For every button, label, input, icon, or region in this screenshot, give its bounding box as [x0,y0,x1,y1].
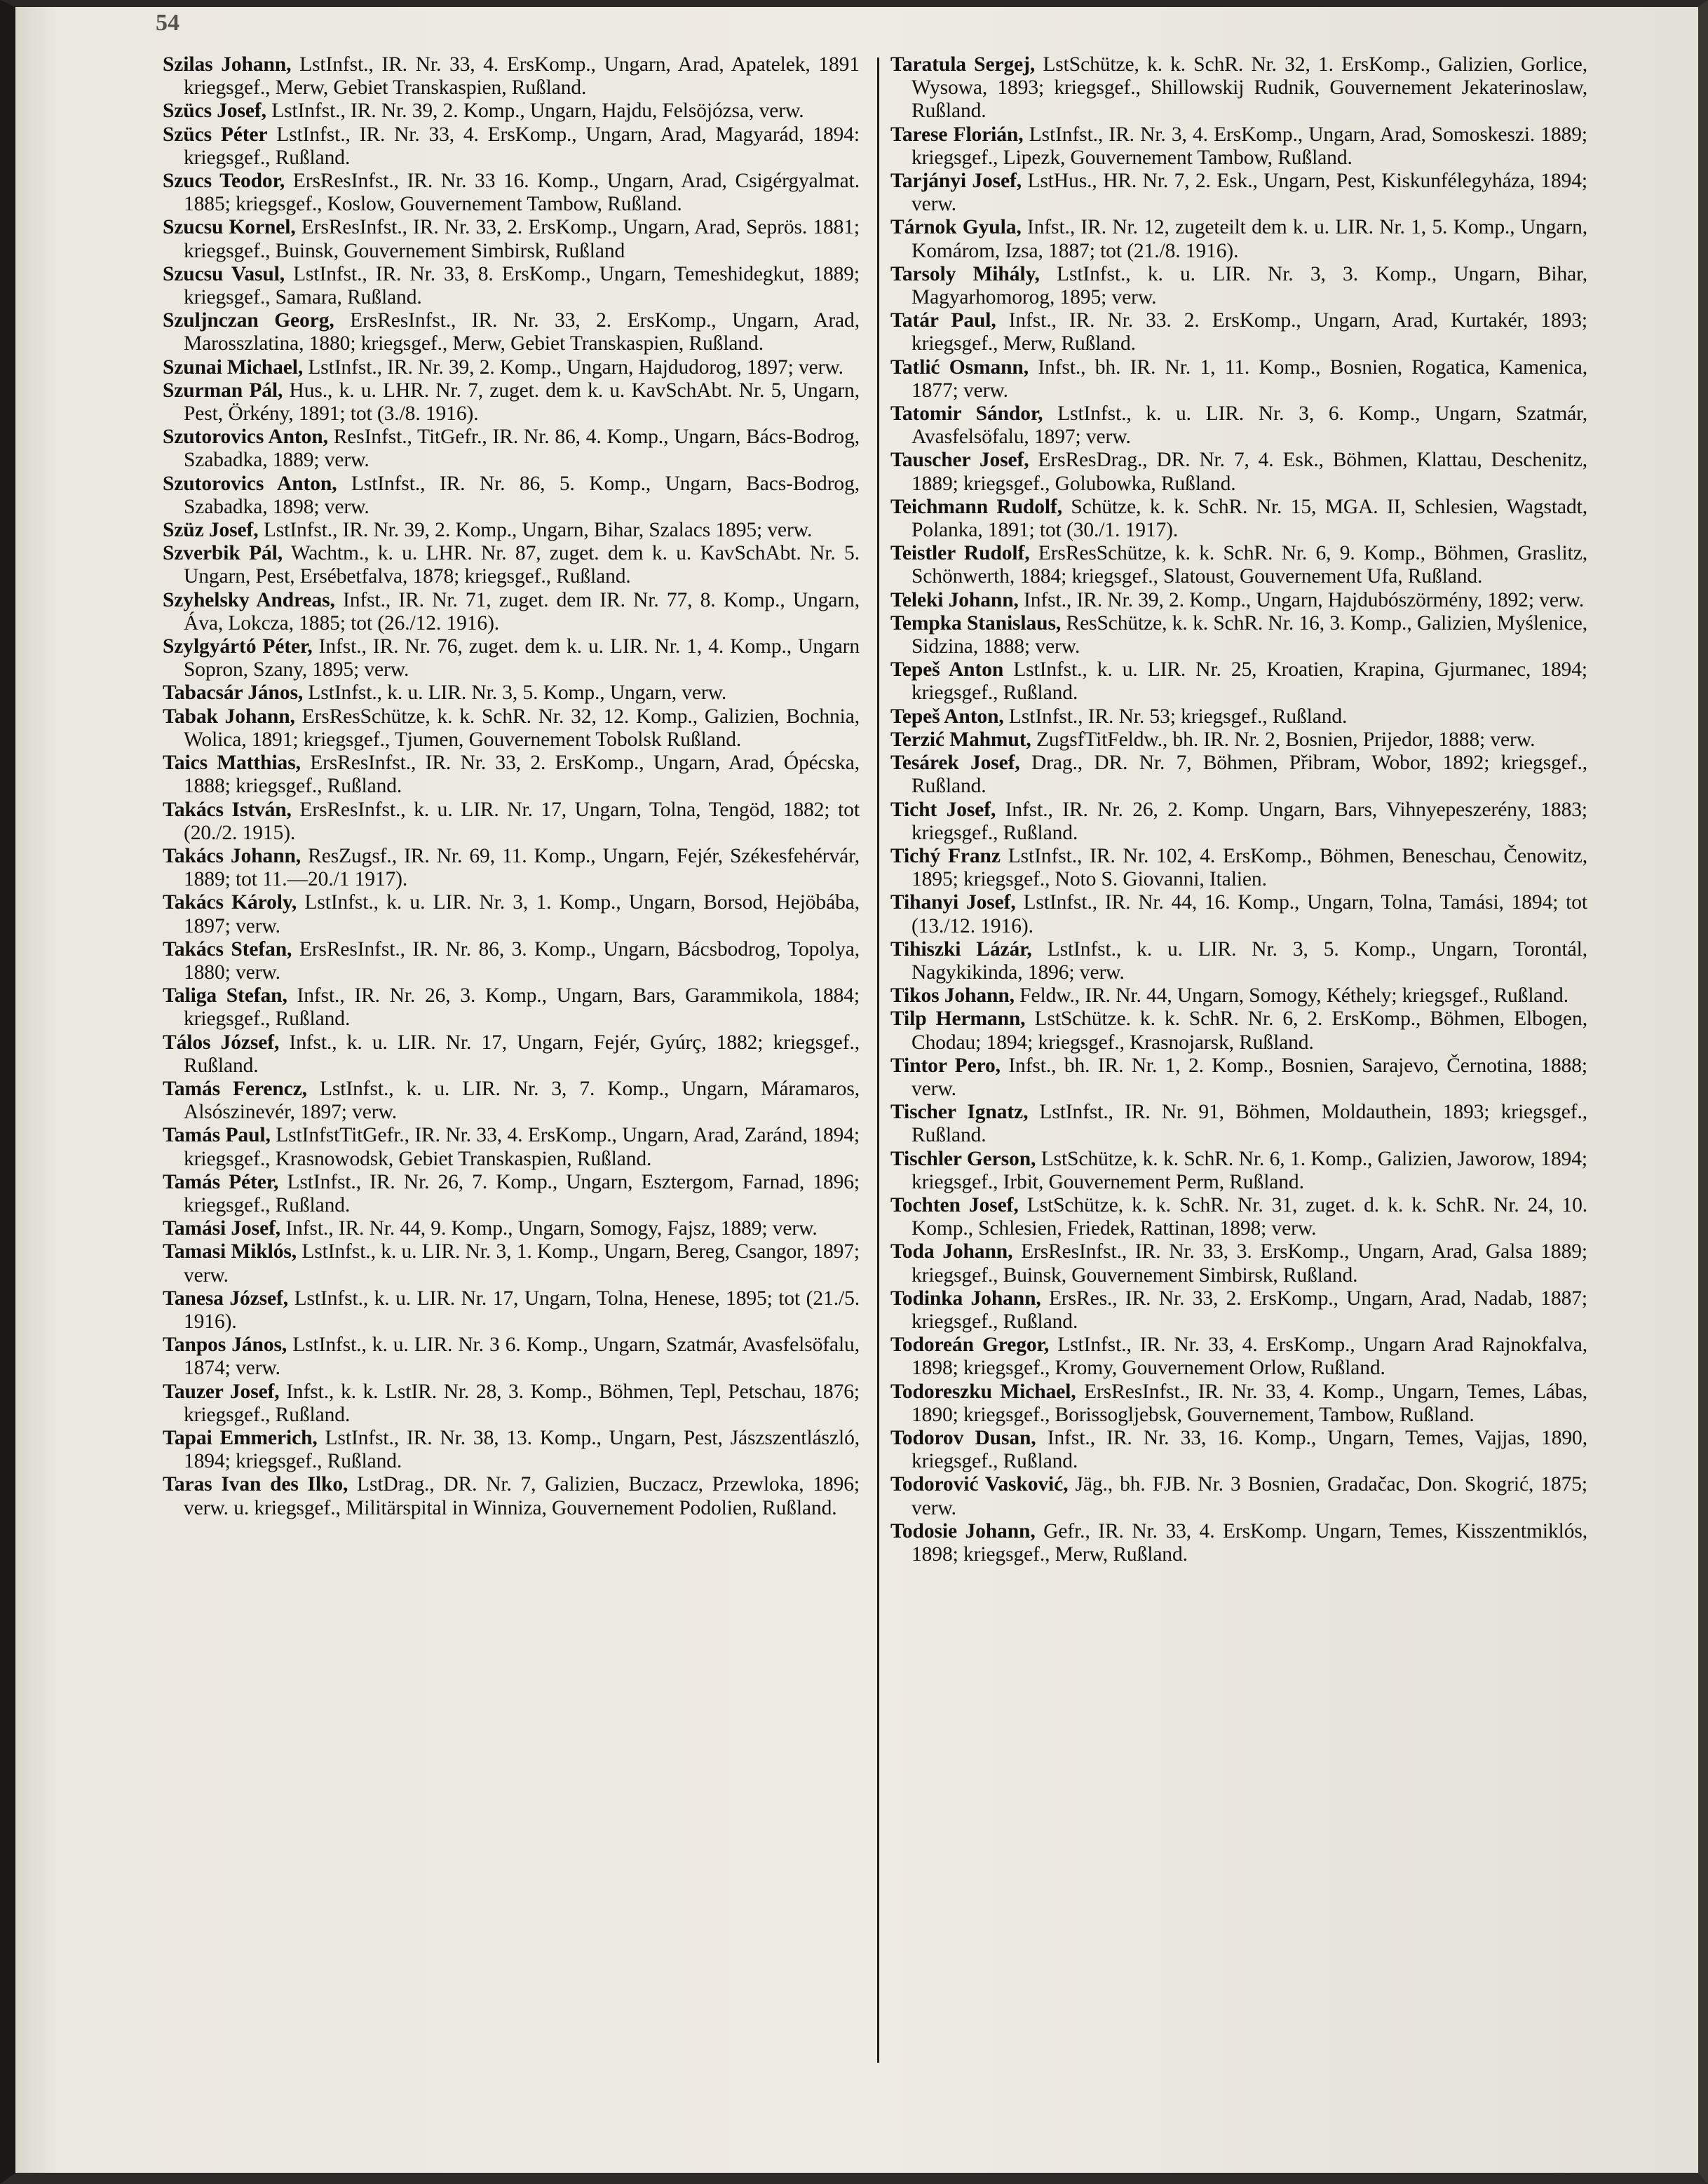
casualty-entry [890,449,1587,495]
casualty-entry [163,589,860,635]
casualty-entry [163,799,860,845]
entry-name: Taics Matthias, [163,752,301,775]
entry-name: Takács Károly, [163,891,297,914]
casualty-entry [890,1427,1587,1473]
casualty-entry [163,891,860,937]
right-column [890,53,1587,2073]
entry-details: LstInfst., IR. Nr. 33, 4. ErsKomp., Ungarn, Arad, Apatelek, 1891 kriegsgef., Merw, Gebiet Transkaspien, Rußland. [184,53,860,100]
entry-name: Tesárek Josef, [890,752,1020,775]
entry-name: Szücs Josef, [163,100,266,123]
entry-name: Tilp Hermann, [890,1008,1026,1031]
entry-details: ErsResInfst., IR. Nr. 33 16. Komp., Ungarn, Arad, Csigérgyalmat. 1885; kriegsgef., Koslow, Gouvernement Tambow, Rußland. [184,170,860,216]
entry-name: Tauscher Josef, [890,449,1029,472]
casualty-entry [890,1240,1587,1287]
entry-name: Tanpos János, [163,1334,287,1357]
casualty-entry [163,216,860,262]
entry-details: Feldw., IR. Nr. 44, Ungarn, Somogy, Kéthely; kriegsgef., Rußland. [1014,984,1568,1008]
entry-details: Drag., DR. Nr. 7, Böhmen, Přibram, Wobor, 1892; kriegsgef., Rußland. [911,752,1587,798]
entry-details: LstHus., HR. Nr. 7, 2. Esk., Ungarn, Pest, Kiskunfélegyháza, 1894; verw. [911,170,1587,216]
casualty-entry [890,53,1587,123]
entry-details: Infst., IR. Nr. 44, 9. Komp., Ungarn, Somogy, Fajsz, 1889; verw. [280,1217,818,1240]
entry-name: Tatár Paul, [890,309,996,332]
casualty-entry [890,1148,1587,1194]
entry-details: ErsResInfst., IR. Nr. 33, 3. ErsKomp., Ungarn, Arad, Galsa 1889; kriegsgef., Buinsk, Gouvernement Simbirsk, Rußland. [911,1240,1587,1287]
casualty-entry [890,496,1587,542]
casualty-entry [890,938,1587,984]
entry-name: Szunai Michael, [163,355,304,379]
entry-name: Tamás Ferencz, [163,1077,307,1100]
entry-details: LstInfst., IR. Nr. 86, 5. Komp., Ungarn, Bacs-Bodrog, Szabadka, 1898; verw. [184,472,860,518]
casualty-entry [890,752,1587,798]
casualty-entry [163,1240,860,1287]
casualty-entry [163,1031,860,1078]
entry-name: Tarjányi Josef, [890,170,1022,193]
casualty-entry [890,123,1587,170]
column-divider [877,57,879,2063]
entry-details: Infst., IR. Nr. 39, 2. Komp., Ungarn, Hajdubószörmény, 1892; verw. [1018,588,1585,611]
entry-details: LstInfst., k. u. LIR. Nr. 3, 7. Komp., Ungarn, Máramaros, Alsószinevér, 1897; verw. [184,1077,860,1124]
casualty-entry [163,1473,860,1519]
entry-details: ErsResSchütze, k. k. SchR. Nr. 6, 9. Komp., Böhmen, Graslitz, Schönwerth, 1884; kriegsgef., Slatoust, Gouvernement Ufa, Rußland. [911,542,1587,588]
casualty-entry [163,53,860,100]
casualty-entry [163,1217,860,1240]
entry-name: Tapai Emmerich, [163,1426,318,1449]
casualty-entry [890,1194,1587,1240]
casualty-entry [163,356,860,379]
casualty-entry [163,1427,860,1473]
entry-details: LstInfst., k. u. LIR. Nr. 17, Ungarn, Tolna, Henese, 1895; tot (21./5. 1916). [184,1287,860,1333]
entry-name: Todoreán Gregor, [890,1334,1050,1357]
casualty-entry [890,589,1587,612]
entry-name: Tamás Paul, [163,1124,271,1147]
casualty-entry [890,1473,1587,1519]
entry-name: Szücs Péter [163,123,268,146]
entry-name: Tárnok Gyula, [890,216,1022,239]
entry-details: ErsResInfst., IR. Nr. 33, 2. ErsKomp., Ungarn, Arad, Seprös. 1881; kriegsgef., Buinsk, Gouvernement Simbirsk, Rußland [184,216,860,262]
entry-name: Szverbik Pál, [163,542,283,565]
left-column [163,53,860,2073]
entry-name: Tischler Gerson, [890,1147,1036,1170]
entry-name: Szuljnczan Georg, [163,309,334,332]
entry-details: Jäg., bh. FJB. Nr. 3 Bosnien, Gradačac, Don. Skogrić, 1875; verw. [911,1473,1587,1519]
entry-name: Szyhelsky Andreas, [163,588,335,611]
entry-details: LstInfst., IR. Nr. 91, Böhmen, Moldauthein, 1893; kriegsgef., Rußland. [911,1101,1587,1147]
entry-name: Takács Johann, [163,844,301,867]
entry-name: Tamás Péter, [163,1170,279,1193]
casualty-entry [890,799,1587,845]
entry-details: LstInfst., IR. Nr. 33, 8. ErsKomp., Ungarn, Temeshidegkut, 1889; kriegsgef., Samara, Rußland. [184,262,860,309]
entry-details: LstInfstTitGefr., IR. Nr. 33, 4. ErsKomp., Ungarn, Arad, Zaránd, 1894; kriegsgef., Krasnowodsk, Gebiet Transkaspien, Rußland. [184,1124,860,1170]
entry-name: Ticht Josef, [890,798,996,821]
entry-name: Tatomir Sándor, [890,402,1043,426]
entry-name: Takács Stefan, [163,937,292,961]
entry-name: Szylgyártó Péter, [163,635,313,658]
casualty-entry [890,170,1587,216]
entry-name: Szurman Pál, [163,379,283,402]
entry-details: LstInfst., IR. Nr. 44, 16. Komp., Ungarn, Tolna, Tamási, 1894; tot (13./12. 1916). [911,891,1587,937]
entry-name: Szüz Josef, [163,519,259,542]
entry-details: ResZugsf., IR. Nr. 69, 11. Komp., Ungarn, Fejér, Székesfehérvár, 1889; tot 11.—20./1 1917). [184,844,860,891]
entry-name: Tabacsár János, [163,681,304,705]
entry-name: Tikos Johann, [890,984,1015,1008]
casualty-entry [890,845,1587,891]
entry-name: Toda Johann, [890,1240,1013,1263]
entry-name: Taratula Sergej, [890,53,1036,76]
entry-details: ErsResInfst., IR. Nr. 33, 4. Komp., Ungarn, Temes, Lábas, 1890; kriegsgef., Borissogljebsk, Gouvernement, Tambow, Rußland. [911,1380,1587,1426]
entry-details: LstInfst., IR. Nr. 38, 13. Komp., Ungarn, Pest, Jászszentlászló, 1894; kriegsgef., Rußland. [184,1426,860,1473]
entry-details: LstInfst., k. u. LIR. Nr. 25, Kroatien, Krapina, Gjurmanec, 1894; kriegsgef., Rußland. [911,658,1587,705]
entry-details: Infst., k. u. LIR. Nr. 17, Ungarn, Fejér, Gyúrç, 1882; kriegsgef., Rußland. [184,1031,860,1077]
casualty-entry [890,1381,1587,1427]
casualty-entry [890,356,1587,402]
entry-details: LstInfst., k. u. LIR. Nr. 3, 3. Komp., Ungarn, Bihar, Magyarhomorog, 1895; verw. [911,262,1587,309]
entry-name: Tihanyi Josef, [890,891,1016,914]
entry-name: Szucsu Vasul, [163,262,285,285]
entry-name: Tatlić Osmann, [890,355,1029,379]
entry-details: Schütze, k. k. SchR. Nr. 15, MGA. II, Schlesien, Wagstadt, Polanka, 1891; tot (30./1. 1917). [911,495,1587,542]
entry-details: ErsResInfst., IR. Nr. 86, 3. Komp., Ungarn, Bácsbodrog, Topolya, 1880; verw. [184,937,860,984]
entry-name: Tichý Franz [890,844,1001,867]
entry-details: LstInfst., IR. Nr. 3, 4. ErsKomp., Ungarn, Arad, Somoskeszi. 1889; kriegsgef., Lipezk, Gouvernement Tambow, Rußland. [911,123,1587,169]
casualty-entry [890,542,1587,588]
casualty-entry [163,309,860,355]
entry-name: Teleki Johann, [890,588,1019,611]
entry-name: Todorović Vasković, [890,1473,1069,1496]
entry-name: Todinka Johann, [890,1287,1041,1310]
casualty-entry [890,658,1587,705]
casualty-entry [890,612,1587,658]
entry-name: Tamási Josef, [163,1217,281,1240]
casualty-entry [890,1101,1587,1147]
entry-name: Tochten Josef, [890,1193,1019,1216]
entry-details: LstSchütze. k. k. SchR. Nr. 6, 2. ErsKomp., Böhmen, Elbogen, Chodau; 1894; kriegsgef., Krasnojarsk, Rußland. [911,1008,1587,1054]
casualty-entry [163,379,860,426]
entry-name: Tálos József, [163,1031,280,1054]
entry-details: LstInfst., IR. Nr. 39, 2. Komp., Ungarn, Hajdu, Felsöjózsa, verw. [266,100,804,123]
entry-name: Tanesa József, [163,1287,289,1310]
entry-details: LstInfst., k. u. LIR. Nr. 3, 5. Komp., Ungarn, verw. [303,681,727,705]
entry-details: ErsResSchütze, k. k. SchR. Nr. 32, 12. Komp., Galizien, Bochnia, Wolica, 1891; kriegsgef., Tjumen, Gouvernement Tobolsk Rußland. [184,705,860,751]
casualty-entry [163,845,860,891]
entry-details: ZugsfTitFeldw., bh. IR. Nr. 2, Bosnien, Prijedor, 1888; verw. [1031,728,1536,751]
casualty-entry [163,170,860,216]
entry-name: Tabak Johann, [163,705,295,728]
entry-details: LstInfst., IR. Nr. 26, 7. Komp., Ungarn, Esztergom, Farnad, 1896; kriegsgef., Rußland. [184,1170,860,1216]
entry-details: ErsResInfst., k. u. LIR. Nr. 17, Ungarn, Tolna, Tengöd, 1882; tot (20./2. 1915). [184,798,860,844]
entry-details: LstSchütze, k. k. SchR. Nr. 31, zuget. d. k. k. SchR. Nr. 24, 10. Komp., Schlesien, Friedek, Rattinan, 1898; verw. [911,1193,1587,1240]
casualty-entry [163,1078,860,1124]
casualty-entry [163,1287,860,1334]
entry-details: ErsResDrag., DR. Nr. 7, 4. Esk., Böhmen, Klattau, Deschenitz, 1889; kriegsgef., Golubowka, Rußland. [911,449,1587,495]
entry-name: Taliga Stefan, [163,984,287,1008]
casualty-entry [890,1287,1587,1334]
entry-details: ResInfst., TitGefr., IR. Nr. 86, 4. Komp., Ungarn, Bács-Bodrog, Szabadka, 1889; verw. [184,426,860,472]
entry-details: LstInfst., IR. Nr. 33, 4. ErsKomp., Ungarn, Arad, Magyarád, 1894: kriegsgef., Rußland. [184,123,860,169]
entry-name: Szilas Johann, [163,53,292,76]
entry-name: Tamasi Miklós, [163,1240,297,1263]
entry-details: LstInfst., k. u. LIR. Nr. 3, 6. Komp., Ungarn, Szatmár, Avasfelsöfalu, 1897; verw. [911,402,1587,449]
casualty-entry [890,263,1587,309]
entry-name: Tihiszki Lázár, [890,937,1032,961]
casualty-entry [163,1171,860,1217]
entry-name: Teichmann Rudolf, [890,495,1062,518]
casualty-entry [163,938,860,984]
entry-details: ErsRes., IR. Nr. 33, 2. ErsKomp., Ungarn, Arad, Nadab, 1887; kriegsgef., Rußland. [911,1287,1587,1333]
entry-details: LstInfst., IR. Nr. 39, 2. Komp., Ungarn, Hajdudorog, 1897; verw. [303,355,843,379]
entry-details: Infst., IR. Nr. 71, zuget. dem IR. Nr. 77, 8. Komp., Ungarn, Áva, Lokcza, 1885; tot (26./12. 1916). [184,588,860,635]
entry-name: Szucsu Kornel, [163,216,296,239]
entry-name: Tepeš Anton [890,658,1004,681]
entry-details: LstInfst., k. u. LIR. Nr. 3, 1. Komp., Ungarn, Bereg, Csangor, 1897; verw. [184,1240,860,1287]
casualty-entry [890,216,1587,262]
entry-name: Tauzer Josef, [163,1380,280,1403]
entry-name: Terzić Mahmut, [890,728,1031,751]
entry-name: Takács István, [163,798,292,821]
entry-details: LstInfst., IR. Nr. 102, 4. ErsKomp., Böhmen, Beneschau, Čenowitz, 1895; kriegsgef., Noto S. Giovanni, Italien. [911,844,1587,891]
casualty-entry [163,1381,860,1427]
entry-name: Szutorovics Anton, [163,426,328,449]
entry-details: Wachtm., k. u. LHR. Nr. 87, zuget. dem k. u. KavSchAbt. Nr. 5. Ungarn, Pest, Ersébetfalva, 1878; kriegsgef., Rußland. [184,542,860,588]
casualty-entry [163,519,860,542]
casualty-entry [163,542,860,588]
entry-details: LstInfst., k. u. LIR. Nr. 3, 1. Komp., Ungarn, Borsod, Hejöbába, 1897; verw. [184,891,860,937]
entry-details: LstInfst., IR. Nr. 33, 4. ErsKomp., Ungarn Arad Rajnokfalva, 1898; kriegsgef., Kromy, Gouvernement Orlow, Rußland. [911,1334,1587,1380]
entry-name: Tarsoly Mihály, [890,262,1040,285]
entry-details: Gefr., IR. Nr. 33, 4. ErsKomp. Ungarn, Temes, Kisszentmiklós, 1898; kriegsgef., Merw, Rußland. [911,1519,1587,1566]
entry-name: Tarese Florián, [890,123,1024,146]
entry-details: LstDrag., DR. Nr. 7, Galizien, Buczacz, Przewloka, 1896; verw. u. kriegsgef., Militärspital in Winniza, Gouvernement Podolien, Rußland. [184,1473,860,1519]
casualty-entry [163,263,860,309]
casualty-entry [890,309,1587,355]
casualty-entry [163,426,860,472]
entry-name: Szucs Teodor, [163,170,285,193]
casualty-entry [163,123,860,170]
entry-details: LstSchütze, k. k. SchR. Nr. 32, 1. ErsKomp., Galizien, Gorlice, Wysowa, 1893; kriegsgef., Shillowskij Rudnik, Gouvernement Jekaterinoslaw, Rußland. [911,53,1587,123]
entry-name: Tempka Stanislaus, [890,611,1062,635]
entry-details: LstInfst., k. u. LIR. Nr. 3 6. Komp., Ungarn, Szatmár, Avasfelsöfalu, 1874; verw. [184,1334,860,1380]
entry-details: LstSchütze, k. k. SchR. Nr. 6, 1. Komp., Galizien, Jaworow, 1894; kriegsgef., Irbit, Gouvernement Perm, Rußland. [911,1147,1587,1193]
entry-details: Infst., IR. Nr. 12, zugeteilt dem k. u. LIR. Nr. 1, 5. Komp., Ungarn, Komárom, Izsa, 1887; tot (21./8. 1916). [911,216,1587,262]
entry-details: Infst., bh. IR. Nr. 1, 2. Komp., Bosnien, Sarajevo, Černotina, 1888; verw. [911,1054,1587,1100]
casualty-entry [163,681,860,705]
casualty-entry [890,705,1587,728]
casualty-entry [890,1008,1587,1054]
entry-name: Todoreszku Michael, [890,1380,1076,1403]
entry-name: Tepeš Anton, [890,705,1004,728]
casualty-entry [890,402,1587,449]
entry-details: LstInfst., IR. Nr. 39, 2. Komp., Ungarn, Bihar, Szalacs 1895; verw. [258,519,813,542]
entry-details: ErsResInfst., IR. Nr. 33, 2. ErsKomp., Ungarn, Arad, Marosszlatina, 1880; kriegsgef., Merw, Gebiet Transkaspien, Rußland. [184,309,860,355]
entry-details: Infst., IR. Nr. 26, 3. Komp., Ungarn, Bars, Garammikola, 1884; kriegsgef., Rußland. [184,984,860,1031]
entry-name: Todosie Johann, [890,1519,1036,1542]
entry-name: Szutorovics Anton, [163,472,337,495]
casualty-entry [163,752,860,798]
entry-details: Infst., k. k. LstIR. Nr. 28, 3. Komp., Böhmen, Tepl, Petschau, 1876; kriegsgef., Rußland. [184,1380,860,1426]
casualty-entry [890,984,1587,1008]
entry-name: Taras Ivan des Ilko, [163,1473,348,1496]
page-number: 54 [156,10,179,36]
casualty-entry [890,1520,1587,1566]
entry-details: Hus., k. u. LHR. Nr. 7, zuget. dem k. u. KavSchAbt. Nr. 5, Ungarn, Pest, Örkény, 1891; tot (3./8. 1916). [184,379,860,426]
casualty-entry [163,1124,860,1170]
entry-name: Tischer Ignatz, [890,1101,1029,1124]
casualty-entry [890,891,1587,937]
entry-details: LstInfst., k. u. LIR. Nr. 3, 5. Komp., Ungarn, Torontál, Nagykikinda, 1896; verw. [911,937,1587,984]
entry-details: ErsResInfst., IR. Nr. 33, 2. ErsKomp., Ungarn, Arad, Ópécska, 1888; kriegsgef., Rußland. [184,752,860,798]
casualty-entry [890,1334,1587,1380]
entry-details: Infst., IR. Nr. 26, 2. Komp. Ungarn, Bars, Vihnyepeszerény, 1883; kriegsgef., Rußland. [911,798,1587,844]
entry-details: LstInfst., IR. Nr. 53; kriegsgef., Rußland. [1003,705,1348,728]
entry-details: Infst., bh. IR. Nr. 1, 11. Komp., Bosnien, Rogatica, Kamenica, 1877; verw. [911,355,1587,402]
entry-details: Infst., IR. Nr. 33. 2. ErsKomp., Ungarn, Arad, Kurtakér, 1893; kriegsgef., Merw, Rußland. [911,309,1587,355]
entry-name: Tintor Pero, [890,1054,1001,1077]
casualty-entry [890,728,1587,752]
entry-details: ResSchütze, k. k. SchR. Nr. 16, 3. Komp., Galizien, Myślenice, Sidzina, 1888; verw. [911,611,1587,658]
entry-name: Teistler Rudolf, [890,542,1030,565]
entry-details: Infst., IR. Nr. 33, 16. Komp., Ungarn, Temes, Vajjas, 1890, kriegsgef., Rußland. [911,1426,1587,1473]
casualty-entry [163,100,860,123]
casualty-entry [163,705,860,752]
casualty-entry [163,635,860,681]
casualty-entry [163,1334,860,1380]
casualty-entry [163,984,860,1031]
casualty-entry [163,473,860,519]
casualty-entry [890,1054,1587,1101]
entry-name: Todorov Dusan, [890,1426,1036,1449]
entry-details: Infst., IR. Nr. 76, zuget. dem k. u. LIR. Nr. 1, 4. Komp., Ungarn Sopron, Szany, 1895; verw. [184,635,860,681]
